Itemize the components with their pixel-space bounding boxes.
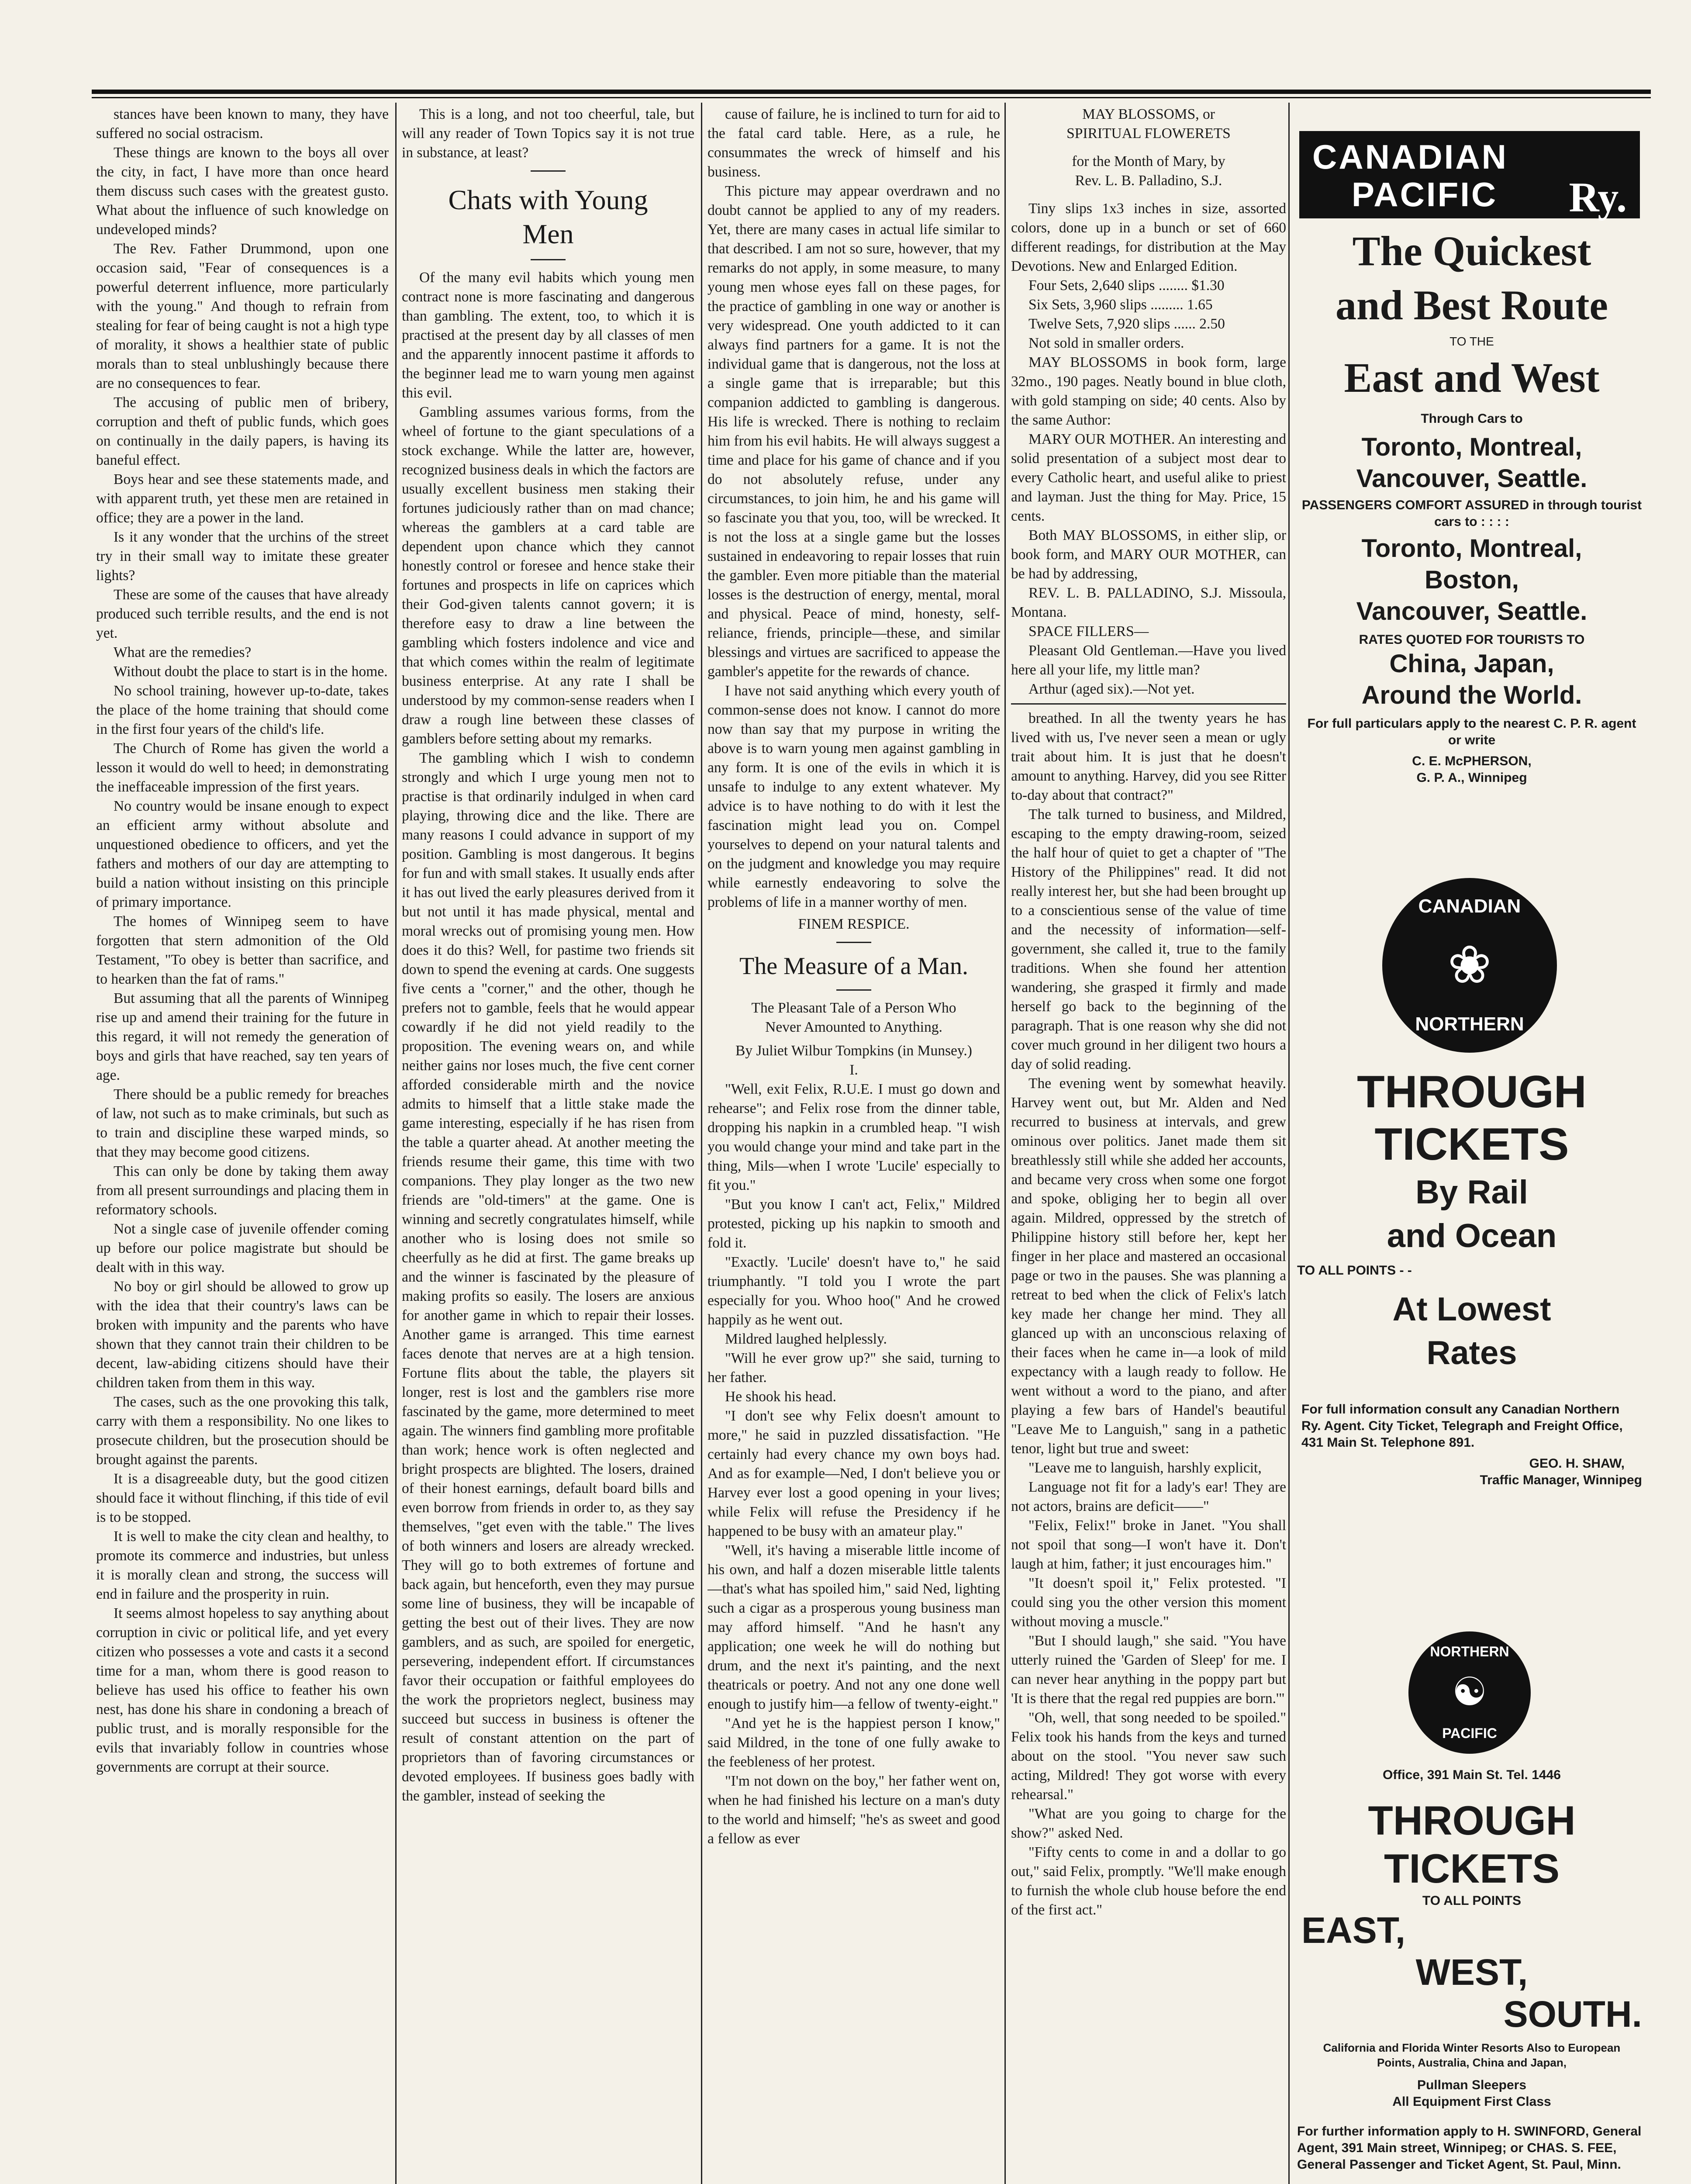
- cn-points: TO ALL POINTS - -: [1297, 1263, 1412, 1278]
- cpr-agent-title: G. P. A., Winnipeg: [1416, 771, 1527, 785]
- yin-yang-icon: ☯: [1452, 1671, 1487, 1714]
- cpr-agent: C. E. McPHERSON,: [1412, 754, 1532, 768]
- story-paragraph: "I'm not down on the boy," her father went on, when he had finished his lecture on a man's duty to the world and himself; "he's as sweet and good a fellow as ever: [707, 1773, 1000, 1847]
- np-west: WEST,: [1415, 1952, 1528, 1993]
- ad-line: Not sold in smaller orders.: [1028, 335, 1184, 351]
- cn-agent-title: Traffic Manager, Winnipeg: [1480, 1473, 1642, 1487]
- cpr-cities-2: Vancouver, Seattle.: [1356, 464, 1587, 493]
- np-seal-top: NORTHERN: [1430, 1644, 1509, 1659]
- canadian-northern-ad: [1293, 1066, 1651, 1489]
- np-equipment: All Equipment First Class: [1392, 2094, 1551, 2109]
- paragraph: No boy or girl should be allowed to grow up with the idea that their country's laws can be broken with impunity and the parents who have shown that they cannot train their children to be decent, law-abiding citizens should have their children taken from them in this way.: [96, 1279, 389, 1391]
- ad-line: Pleasant Old Gentleman.—Have you lived here all your life, my little man?: [1011, 643, 1286, 678]
- paragraph: These are some of the causes that have already produced such terrible results, and the end is not yet.: [96, 587, 389, 641]
- paragraph: This can only be done by taking them away from all present surroundings and placing them in reformatory schools.: [96, 1163, 389, 1218]
- np-pullman: Pullman Sleepers: [1417, 2078, 1527, 2092]
- paragraph: Not a single case of juvenile offender coming up before our police magistrate but should be dealt with in this way.: [96, 1221, 389, 1275]
- np-seal-bottom: PACIFIC: [1442, 1725, 1497, 1741]
- np-points: TO ALL POINTS: [1422, 1894, 1522, 1908]
- paragraph: The accusing of public men of bribery, corruption and theft of public funds, which goes on continually in the daily papers, is having its baneful effect.: [96, 394, 389, 468]
- story-paragraph: "What are you going to charge for the show?" asked Ned.: [1011, 1806, 1286, 1841]
- paragraph: What are the remedies?: [114, 644, 252, 660]
- ad-line: MAY BLOSSOMS in book form, large 32mo., 190 pages. Neatly bound in blue cloth, with gold stamping on side; 40 cents. Also by the same Author:: [1011, 354, 1286, 428]
- separator: [531, 259, 566, 260]
- story-paragraph: "But I should laugh," she said. "You have utterly ruined the 'Garden of Sleep' for me. I can never hear anything in the poppy part but 'It is there that the regal red puppies are born.'": [1011, 1633, 1286, 1707]
- paragraph: It seems almost hopeless to say anything about corruption in civic or political life, and yet every citizen who possesses a vote and casts it a second time for a man, whom there is good reason to believe has used his office to feather his own nest, has done his share in condoning a breach of public trust, and is morally responsible for the evils that invariably follow in countries whose governments are corrupt at their source.: [96, 1605, 389, 1775]
- paragraph: The gambling which I wish to condemn strongly and which I urge young men not to practise is that ordinarily indulged in when card playing, throwing dice and the like. There are many reasons I could advance in support of my position. Gambling is most dangerous. It begins for fun and with small stakes. It usually ends after it has out lived the early pleasures derived from it but not until it has made physical, mental and moral wrecks out of promising young men. How does it do this? Well, for pastime two friends sit down to spend the evening at cards. One suggests five cents a "corner," and the other, though he prefers not to gamble, feels that he would appear cowardly if he did not yield readily to the proposition. The evening wears on, and while neither gains nor loses much, the five cent corner afforded considerable mirth and the novice admits to himself that a little stake made the game interesting, especially if he has risen from the table a quarter ahead. At another meeting the friends resume their game, this time with two companions. They play longer as the two new friends are "old-timers" at the game. One is winning and secretly congratulates himself, while another who is losing does not smile so cheerfully as he did at first. The game breaks up and the winner is fascinated by the pleasure of making profits so easily. The losers are anxious for another game in which to repair their losses. Another game is arranged. This time earnest faces denote that nerves are at a high tension. Fortune flits about the table, the players sit longer, rest is lost and the gamblers rise more fascinated by the game, more determined to meet again. The winners find gambling more profitable than work; hence work is often neglected and bright prospects are blighted. The losers, drained of their honest earnings, default board bills and even borrow from friends in order to, as they say themselves, "get even with the table." The lives of both winners and losers are already wrecked. They will go to both extremes of fortune and back again, but henceforth, even they may pursue some line of business, they will be incapable of getting the best out of their lives. They are now gamblers, and as such, are spoiled for energetic, persevering, independent effort. If circumstances favor their occupation or faithful employees do the work the proprietors neglect, business may succeed but success in business is oftener the result of constant attention on the part of proprietors than of favoring circumstances or devoted employees. If business goes badly with the gambler, instead of seeking the: [402, 750, 694, 1804]
- story-subtitle: The Pleasant Tale of a Person Who Never Amounted to Anything.: [751, 1000, 956, 1035]
- story-paragraph: He shook his head.: [725, 1389, 836, 1405]
- northern-pacific-seal: [1408, 1631, 1531, 1754]
- story-paragraph: "Well, exit Felix, R.U.E. I must go down and rehearse"; and Felix rose from the dinner table, dropping his napkin in a crumbled heap. "I wish you would change your mind and take part in the thing, Mils—when I wrote 'Lucile' especially to fit you.": [707, 1081, 1000, 1193]
- ad-line: MARY OUR MOTHER. An interesting and solid presentation of a subject most dear to every Catholic heart, and useful alike to priest and layman. Just the thing for May. Price, 15 cents.: [1011, 431, 1286, 524]
- paragraph: The homes of Winnipeg seem to have forgotten that stern admonition of the Old Testament, "To obey is better than sacrifice, and to hearken than the fat of rams.": [96, 913, 389, 987]
- paragraph: Is it any wonder that the urchins of the street try in their small way to imitate these greater lights?: [96, 529, 389, 584]
- canadian-pacific-logo: [1299, 131, 1640, 221]
- story-paragraph: "But you know I can't act, Felix," Mildred protested, picking up his napkin to smooth and fold it.: [707, 1196, 1000, 1251]
- ad-line: Six Sets, 3,960 slips ......... 1.65: [1028, 297, 1213, 313]
- chapter-number: I.: [849, 1062, 858, 1078]
- cn-info: For full information consult any Canadian Northern Ry. Agent. City Ticket, Telegraph and Freight Office, 431 Main St. Telephone 891.: [1301, 1402, 1623, 1450]
- article-heading: Chats with Young Men: [448, 184, 648, 249]
- cn-rates: Rates: [1426, 1334, 1517, 1372]
- cpr-particulars: For full particulars apply to the nearest C. P. R. agent or write: [1307, 716, 1636, 747]
- cpr-logo-line3: Ry.: [1569, 174, 1627, 221]
- ad-subtitle-2: Rev. L. B. Palladino, S.J.: [1075, 173, 1222, 189]
- canadian-northern-seal: [1382, 878, 1557, 1053]
- cpr-ad: [1293, 227, 1651, 786]
- cpr-logo-line1: CANADIAN: [1312, 138, 1508, 176]
- ad-line: Tiny slips 1x3 inches in size, assorted colors, done up in a bunch or set of 660 different readings, for distribution at the May Devotions. New and Enlarged Edition.: [1011, 200, 1286, 274]
- story-paragraph: "Exactly. 'Lucile' doesn't have to," he said triumphantly. "I told you I wrote the part especially for you. Whoo hoo(" And he crowed happily as he went out.: [707, 1254, 1000, 1328]
- story-paragraph: "Will he ever grow up?" she said, turning to her father.: [707, 1350, 1000, 1386]
- cpr-world: Around the World.: [1361, 681, 1582, 709]
- np-resorts: California and Florida Winter Resorts Also to European Points, Australia, China and Japan,: [1323, 2041, 1621, 2069]
- separator: [836, 942, 871, 943]
- cpr-china: China, Japan,: [1389, 650, 1554, 678]
- story-paragraph: "Fifty cents to come in and a dollar to go out," said Felix, promptly. "We'll make enough to furnish the whole club house before the end of the first act.": [1011, 1844, 1286, 1918]
- separator: [531, 170, 566, 172]
- np-through: THROUGH: [1368, 1797, 1576, 1843]
- column-divider: [395, 103, 397, 2184]
- column-3: [707, 105, 1000, 2184]
- paragraph: No country would be insane enough to expect an efficient army without absolute and unquestioned obedience to officers, and yet the fathers and mothers of our day are attempting to build a nation without insisting on this principle of primary importance.: [96, 798, 389, 910]
- story-paragraph: "Leave me to languish, harshly explicit,: [1028, 1460, 1262, 1476]
- column-4: [1011, 105, 1286, 2184]
- cn-rail: By Rail: [1415, 1174, 1528, 1211]
- top-rule: [92, 90, 1651, 94]
- paragraph: Gambling assumes various forms, from the wheel of fortune to the giant speculations of a stock exchange. While the latter are, however, recognized business deals in which the factors are usually excellent business men staking their fortunes judiciously rather than on mad chance; whereas the gamblers at a card table are dependent upon chance which they cannot honestly control or foresee and hence stake their fortunes and prospects in life on caprices which their God-given talents cannot govern; it is therefore easy to draw a line between the gambling which fosters indolence and vice and that which comes within the realm of legitimate business enterprise. At any rate I shall be understood by my common-sense readers when I draw a rough line between these classes of gamblers before setting about my remarks.: [402, 404, 694, 747]
- cn-tickets: TICKETS: [1374, 1119, 1569, 1170]
- column-divider: [1004, 103, 1006, 2184]
- story-paragraph: Mildred laughed helplessly.: [725, 1331, 887, 1347]
- paragraph: Of the many evil habits which young men contract none is more fascinating and dangerous than gambling. The extent, too, to which it is practised at the present day by all classes of men and the apparently innocent pastime it affords to the beginner lead me to warn young men against this evil.: [402, 270, 694, 401]
- story-paragraph: The evening went by somewhat heavily. Harvey went out, but Mr. Alden and Ned recurred to business at intervals, and grew ominous over politics. Janet made them sit breathlessly still while she added her accounts, and became very cross when some one forgot and spoke, obliging her to begin all over again. Mildred, oppressed by the stretch of Philippine history still before her, kept her finger in her place and mastered an occasional page or two in the pauses. She was planning a retreat to bed when the click of Felix's latch key made her change her mind. They all glanced up with an unconscious relaxing of their faces when he came in—a look of mild expectancy with a laugh ready to follow. He went without a word to the piano, and after playing a few bars of Handel's beautiful "Leave Me to Languish," sang in a pathetic tenor, light but true and sweet:: [1011, 1075, 1286, 1457]
- cn-lowest: At Lowest: [1392, 1291, 1551, 1328]
- cpr-through-cars: Through Cars to: [1421, 411, 1523, 426]
- ad-line: REV. L. B. PALLADINO, S.J. Missoula, Montana.: [1011, 585, 1286, 620]
- paragraph: There should be a public remedy for breaches of law, not such as to make criminals, but such as to train and discipline these warped minds, so that they may become good citizens.: [96, 1086, 389, 1160]
- story-paragraph: "I don't see why Felix doesn't amount to more," he said in puzzled dissatisfaction. "He certainly had every chance my own boys had. And as for example—Ned, I don't believe you or Harvey ever lost a good opening in your lives; while Felix will refuse the Presidency if he happened to be busy with an amateur play.": [707, 1408, 1000, 1539]
- cpr-cities-1: Toronto, Montreal,: [1361, 433, 1582, 461]
- story-paragraph: "Oh, well, that song needed to be spoiled." Felix took his hands from the keys and turned about on the stool. "You never saw such acting, Mildred! They got worse with every rehearsal.": [1011, 1710, 1286, 1803]
- story-byline: By Juliet Wilbur Tompkins (in Munsey.): [735, 1043, 972, 1059]
- story-paragraph: "It doesn't spoil it," Felix protested. "I could sing you the other version this moment without moving a muscle.": [1011, 1575, 1286, 1630]
- paragraph: No school training, however up-to-date, takes the place of the home training that should come in the first four years of the child's life.: [96, 683, 389, 737]
- story-heading: The Measure of a Man.: [739, 953, 968, 980]
- column-divider: [701, 103, 702, 2184]
- paragraph: The Church of Rome has given the world a lesson it would do well to heed; in demonstrating the ineffaceable impression of the first years.: [96, 740, 389, 795]
- cn-ocean: and Ocean: [1387, 1217, 1557, 1254]
- paragraph: Boys hear and see these statements made, and with apparent truth, yet these men are retained in office; they are a power in the land.: [96, 471, 389, 526]
- story-paragraph: Language not fit for a lady's ear! They are not actors, brains are deficit——": [1011, 1479, 1286, 1514]
- cpr-cities-4: Boston,: [1425, 566, 1519, 594]
- cn-seal-bottom: NORTHERN: [1415, 1013, 1524, 1035]
- cn-seal-top: CANADIAN: [1418, 895, 1521, 917]
- column-2: [402, 105, 694, 2184]
- paragraph: The Rev. Father Drummond, upon one occasion said, "Fear of consequences is a powerful deterrent influence, more particularly with the young." And though to refrain from stealing for fear of being caught is not a high type of morality, it shows a healthier state of public morals than to steal unblushingly because there are no consequences to fear.: [96, 241, 389, 391]
- paragraph: Without doubt the place to start is in the home.: [114, 663, 388, 680]
- story-paragraph: The talk turned to business, and Mildred, escaping to the empty drawing-room, seized the half hour of quiet to get a chapter of "The History of the Philippines" read. It did not really interest her, but she had been brought up to a conscientious sense of the value of time and the necessity of information—self-government, she called it, true to the family traditions. When she found her attention wandering, she grasped it firmly and made herself go back to the beginning of the paragraph. That is one reason why she did not cover much ground in her diligent two hours a day of solid reading.: [1011, 806, 1286, 1072]
- paragraph: stances have been known to many, they have suffered no social ostracism.: [96, 106, 389, 142]
- np-info: For further information apply to H. SWINFORD, General Agent, 391 Main street, Winnipeg; or CHAS. S. FEE, General Passenger and Ticket Agent, St. Paul, Minn.: [1297, 2124, 1642, 2172]
- maple-leaf-icon: ❀: [1447, 936, 1492, 994]
- paragraph: These things are known to the boys all over the city, in fact, I have more than once heard them discuss such cases with the greatest gusto. What about the influence of such knowledge on undeveloped minds?: [96, 145, 389, 238]
- column-1: [96, 105, 389, 2184]
- cpr-passengers: PASSENGERS COMFORT ASSURED in through tourist cars to : : : :: [1301, 498, 1642, 529]
- paragraph: It is a disagreeable duty, but the good citizen should face it without flinching, if this tide of evil is to be stopped.: [96, 1471, 389, 1525]
- ad-title-1: MAY BLOSSOMS, or: [1082, 106, 1215, 122]
- np-tickets: TICKETS: [1384, 1845, 1560, 1891]
- column-divider: [1288, 103, 1290, 2184]
- paragraph: This picture may appear overdrawn and no doubt cannot be applied to any of my readers. Yet, there are many cases in actual life similar to that described. I am not so sure, however, that my remarks do not apply, in some measure, to many young men whose eyes fall on these pages, for the practice of gambling in one way or another is very widespread. One youth addicted to it can always find partners for a game. It is not the individual game that is dangerous, not the loss at a single game that is irreparable; but this companion addicted to gambling is dangerous. His life is wrecked. There is nothing to reclaim him from his evil habits. He will always suggest a time and place for his game of chance and if you do not absolutely refuse, under any circumstances, to join him, he and his game will so fascinate you that you, too, will be wrecked. It is not the loss at a single game but the losses sustained in endeavoring to repair losses that ruin the gambler. Even more pitiable than the material losses is the destruction of energy, mental, moral and physical. Peace of mind, honesty, self-reliance, friends, principle—these, and similar blessings and virtues are sacrificed to appease the gambler's appetite for the rewards of chance.: [707, 183, 1000, 680]
- cpr-cities-3: Toronto, Montreal,: [1361, 534, 1582, 563]
- ad-line: Four Sets, 2,640 slips ........ $1.30: [1028, 277, 1225, 294]
- story-paragraph: "And yet he is the happiest person I know," said Mildred, in the tone of one fully awake to the feebleness of her protest.: [707, 1715, 1000, 1770]
- northern-pacific-ad: [1293, 1767, 1651, 2173]
- ad-line: SPACE FILLERS—: [1028, 623, 1149, 639]
- np-office: Office, 391 Main St. Tel. 1446: [1383, 1768, 1561, 1782]
- cpr-headline-2: and Best Route: [1335, 282, 1608, 328]
- story-paragraph: "Well, it's having a miserable little income of his own, and half a dozen miserable little talents—that's what has spoiled him," said Ned, lighting such a cigar as a prosperous young business man may afford himself. "And he hasn't any application; one week he will do nothing but drum, and the next it's painting, and the next theatricals or poetry. And not any one done well enough to justify him—a fellow of twenty-eight.": [707, 1542, 1000, 1712]
- np-east: EAST,: [1301, 1910, 1406, 1951]
- cpr-cities-5: Vancouver, Seattle.: [1356, 597, 1587, 625]
- paragraph: I have not said anything which every youth of common-sense does not know. I cannot do more now than say that my purpose in writing the above is to warn young men against gambling in any form. It is one of the evils in which it is unsafe to indulge to any extent whatever. My advice is to have nothing to do with it lest the fascination might lead you on. Compel yourselves to depend on your natural talents and on the judgment and knowledge you may require while earnestly endeavoring to solve the problems of life in a manner worthy of men.: [707, 683, 1000, 910]
- cpr-headline-1: The Quickest: [1352, 228, 1591, 274]
- ad-line: Both MAY BLOSSOMS, in either slip, or book form, and MARY OUR MOTHER, can be had by addressing,: [1011, 527, 1286, 582]
- ad-line: Arthur (aged six).—Not yet.: [1028, 681, 1195, 697]
- story-paragraph: "Felix, Felix!" broke in Janet. "You shall not spoil that song—I won't have it. Don't laugh at him, father; it just encourages him.": [1011, 1517, 1286, 1572]
- paragraph: It is well to make the city clean and healthy, to promote its commerce and industries, but unless it is morally clean and strong, the success will end in failure and the prosperity in ruin.: [96, 1528, 389, 1602]
- ad-line: Twelve Sets, 7,920 slips ...... 2.50: [1028, 316, 1225, 332]
- ad-subtitle-1: for the Month of Mary, by: [1072, 153, 1225, 169]
- cn-through: THROUGH: [1357, 1067, 1587, 1117]
- paragraph: cause of failure, he is inclined to turn for aid to the fatal card table. Here, as a rule, he consummates the wreck of himself and his business.: [707, 106, 1000, 180]
- cpr-rates: RATES QUOTED FOR TOURISTS TO: [1359, 632, 1585, 647]
- cpr-to: TO THE: [1449, 335, 1494, 348]
- separator: [836, 989, 871, 991]
- top-rule-thin: [92, 97, 1651, 98]
- cpr-east-west: East and West: [1344, 354, 1600, 401]
- col2-intro: This is a long, and not too cheerful, tale, but will any reader of Town Topics say it is not true in substance, at least?: [402, 106, 694, 161]
- ad-title-2: SPIRITUAL FLOWERETS: [1066, 125, 1231, 142]
- cn-agent: GEO. H. SHAW,: [1529, 1456, 1625, 1471]
- paragraph: The cases, such as the one provoking this talk, carry with them a responsibility. No one likes to prosecute children, but the prosecution should be brought against the parents.: [96, 1394, 389, 1468]
- story-paragraph: breathed. In all the twenty years he has lived with us, I've never seen a mean or ugly trait about him. It is just that he doesn't amount to anything. Harvey, did you see Ritter to-day about that contract?": [1011, 710, 1286, 803]
- signoff: FINEM RESPICE.: [798, 916, 910, 932]
- paragraph: But assuming that all the parents of Winnipeg rise up and amend their training for the future in this regard, it will not remedy the generation of boys and girls that have reached, say ten years of age.: [96, 990, 389, 1083]
- np-south: SOUTH.: [1503, 1994, 1642, 2035]
- cpr-logo-line2: PACIFIC: [1352, 175, 1498, 214]
